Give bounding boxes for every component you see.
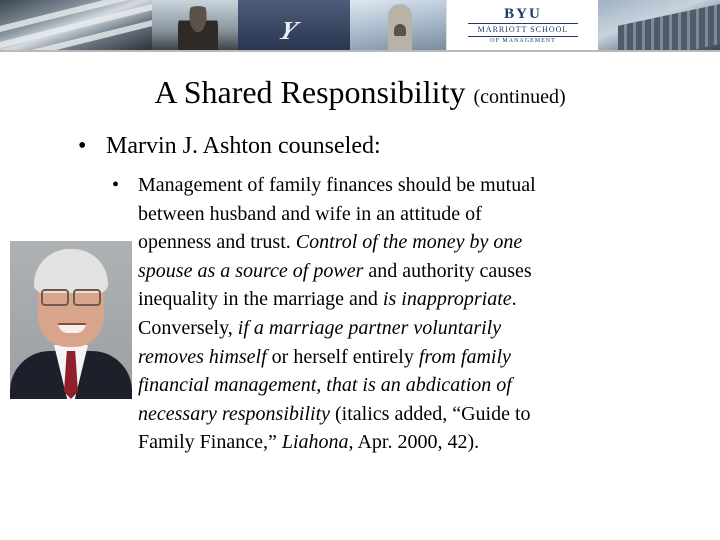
banner-photo-building	[598, 0, 720, 50]
banner-photo-bell-tower	[350, 0, 446, 50]
banner-divider	[0, 50, 720, 52]
quote-text-run: (italics added, “Guide to	[330, 402, 531, 425]
logo-byu-text: BYU	[504, 6, 542, 22]
quote-text-run: Management of family finances should be mutual	[138, 174, 536, 196]
quote-line	[138, 400, 531, 429]
banner-photo-architecture	[0, 0, 152, 50]
quote-line	[138, 285, 517, 314]
slide-title-suffix: (continued)	[473, 86, 566, 108]
banner-photo-statue	[152, 0, 238, 50]
quote-italic-run: is inappropriate	[382, 288, 512, 311]
quote-text-run: , Apr. 2000, 42).	[348, 431, 480, 454]
slide-title-text: A Shared Responsibility	[154, 74, 466, 110]
quote-text-run: between husband and wife in an attitude of	[138, 202, 482, 225]
quote-italic-run: spouse as a source of power	[138, 259, 364, 282]
logo-school-text: MARRIOTT SCHOOL	[477, 25, 569, 34]
logo-school-subtext: OF MANAGEMENT	[490, 38, 556, 44]
bullet-icon: •	[78, 133, 87, 159]
quote-italic-run: removes himself	[138, 345, 267, 368]
quote-italic-run: from family	[418, 345, 511, 368]
slide-title	[0, 72, 720, 117]
quote-italic-run: Liahona	[281, 431, 349, 454]
header-banner	[0, 0, 720, 50]
quote-line	[138, 371, 512, 400]
bullet-1-text: Marvin J. Ashton counseled:	[106, 133, 381, 159]
quote-line	[138, 343, 511, 372]
quote-italic-run: if a marriage partner voluntarily	[237, 317, 502, 339]
quote-text-run: Family Finance,”	[138, 431, 282, 454]
quote-text-run: and authority causes	[363, 259, 532, 282]
quote-italic-run: financial management, that is an abdication of	[138, 374, 512, 397]
quote-line	[138, 257, 532, 286]
quote-text-run: inequality in the marriage and	[138, 288, 383, 311]
quote-text-run: openness and trust.	[138, 231, 296, 254]
quote-text-run: Conversely,	[138, 317, 238, 339]
quote-line	[138, 228, 522, 257]
byu-marriott-logo	[446, 0, 600, 50]
portrait-photo	[10, 241, 132, 399]
quote-line	[138, 171, 536, 200]
quote-italic-run: Control of the money by one	[295, 231, 523, 254]
quote-line	[138, 314, 501, 343]
quote-line	[138, 428, 479, 457]
quote-text-run: .	[511, 288, 517, 311]
sub-bullet-icon: •	[112, 174, 120, 196]
quote-italic-run: necessary responsibility	[138, 402, 331, 425]
quote-line	[138, 200, 482, 229]
quote-text-run: or herself entirely	[266, 345, 419, 368]
banner-photo-y-mountain: Y	[238, 0, 350, 50]
